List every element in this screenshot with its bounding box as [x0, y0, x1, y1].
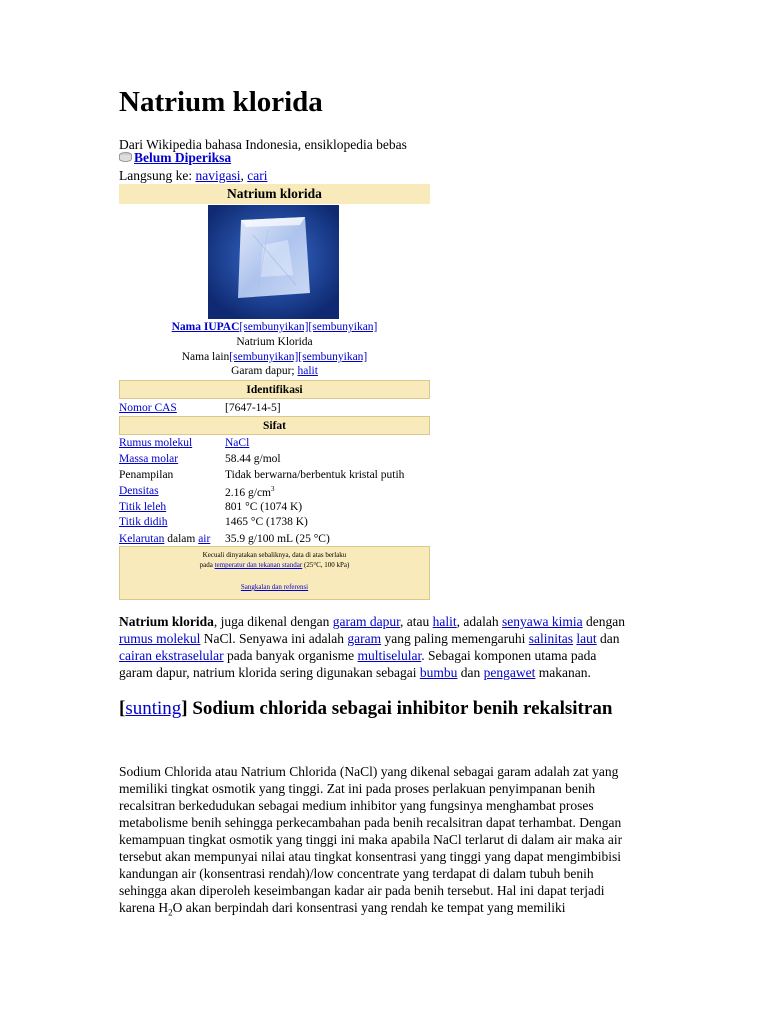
cairan-ekstraselular-link[interactable]: cairan ekstraselular: [119, 648, 224, 663]
intro-text: pada banyak organisme: [223, 648, 358, 663]
jump-search-link[interactable]: cari: [247, 168, 268, 183]
intro-text: garam dapur, natrium klorida sering digunakan sebagai: [119, 665, 420, 680]
intro-text: , juga dikenal dengan: [213, 614, 333, 629]
other-names-value: [119, 365, 430, 377]
section-heading-text: Sodium chlorida sebagai inhibitor benih rekalsitran: [187, 698, 613, 719]
jump-to: [119, 168, 267, 184]
halit-link[interactable]: halit: [297, 365, 318, 377]
melting-value: 801 °C (1074 K): [225, 501, 303, 513]
body-line: Sodium Chlorida atau Natrium Chlorida (NaCl) yang dikenal sebagai garam adalah zat yang: [119, 764, 619, 779]
bumbu-link[interactable]: bumbu: [419, 665, 458, 680]
intro-paragraph: [119, 613, 639, 681]
intro-text: yang paling memengaruhi: [381, 631, 529, 646]
iupac-value: Natrium Klorida: [236, 336, 313, 348]
solubility-key-mid: dalam: [164, 533, 199, 545]
water-link[interactable]: air: [198, 533, 211, 545]
iupac-name-row: [119, 321, 430, 333]
body-text: karena H: [119, 900, 169, 915]
body-text: O akan berpindah dari konsentrasi yang rendah ke tempat yang memiliki: [172, 900, 566, 915]
laut-link[interactable]: laut: [576, 631, 597, 646]
pengawet-link[interactable]: pengawet: [483, 665, 536, 680]
edit-section-link[interactable]: sunting: [125, 698, 182, 719]
body-line: memiliki tingkat osmotik yang tinggi. Zat ini pada proses perlakuan penyimpanan benih: [119, 781, 596, 796]
section-heading: [119, 697, 639, 721]
solubility-value: 35.9 g/100 mL (25 °C): [225, 533, 330, 545]
multiselular-link[interactable]: multiselular: [357, 648, 422, 663]
unverified-link[interactable]: Belum Diperiksa: [134, 150, 232, 165]
intro-line-3: [119, 647, 639, 664]
from-line: Dari Wikipedia bahasa Indonesia, ensiklopedia bebas: [119, 137, 407, 152]
intro-text: . Sebagai komponen utama pada: [421, 648, 597, 663]
molar-mass-key-link[interactable]: Massa molar: [119, 453, 179, 465]
intro-text: NaCl. Senyawa ini adalah: [200, 631, 348, 646]
page-title: Natrium klorida: [119, 86, 323, 118]
iupac-hide-1[interactable]: [sembunyikan]: [239, 321, 309, 333]
density-key-link[interactable]: Densitas: [119, 485, 159, 497]
other-names-label: Nama lain: [181, 351, 230, 363]
body-line-last: [119, 899, 639, 922]
intro-text: , atau: [400, 614, 433, 629]
note-suffix: (25°C, 100 kPa): [302, 561, 350, 569]
note-line-2: [120, 560, 429, 570]
other-hide-2[interactable]: [sembunyikan]: [298, 351, 368, 363]
intro-text: , adalah: [456, 614, 503, 629]
intro-bold-term: Natrium klorida: [119, 614, 214, 629]
rumus-molekul-link[interactable]: rumus molekul: [119, 631, 201, 646]
body-line: kandungan air (konsentrasi rendah)/low concentrate yang terdapat di dalam tubuh benih: [119, 866, 594, 881]
salinitas-link[interactable]: salinitas: [528, 631, 574, 646]
appearance-key: Penampilan: [119, 469, 174, 481]
intro-text: makanan.: [535, 665, 591, 680]
other-names-prefix: Garam dapur;: [231, 365, 298, 377]
infobox-note: [119, 546, 430, 600]
jump-prefix: Langsung ke:: [119, 168, 196, 183]
other-hide-1[interactable]: [sembunyikan]: [229, 351, 299, 363]
iupac-link[interactable]: Nama IUPAC: [171, 321, 240, 333]
intro-line-1: [119, 613, 639, 630]
iupac-hide-2[interactable]: [sembunyikan]: [308, 321, 378, 333]
density-value: [225, 485, 275, 499]
boiling-key-link[interactable]: Titik didih: [119, 516, 168, 528]
edit-bracket-open: [: [119, 698, 126, 719]
note-line-1: Kecuali dinyatakan sebaliknya, data di atas berlaku: [202, 551, 347, 559]
appearance-value: Tidak berwarna/berbentuk kristal putih: [225, 469, 405, 481]
body-paragraph: [119, 763, 639, 922]
body-line: metabolisme benih sehingga perkecambahan pada benih recalsitran dapat terhambat. Dengan: [119, 815, 622, 830]
salt-crystal-image: [208, 205, 339, 319]
cas-key-link[interactable]: Nomor CAS: [119, 402, 177, 414]
halit-link-2[interactable]: halit: [432, 614, 457, 629]
jump-nav-link[interactable]: navigasi: [195, 168, 241, 183]
infobox-title: Natrium klorida: [119, 184, 430, 204]
formula-value-link[interactable]: NaCl: [225, 437, 250, 449]
intro-line-4: [119, 664, 639, 681]
cas-value: [7647-14-5]: [225, 402, 281, 414]
molar-mass-value: 58.44 g/mol: [225, 453, 281, 465]
garam-link[interactable]: garam: [347, 631, 382, 646]
solubility-key: [119, 533, 210, 545]
section-properties: Sifat: [119, 416, 430, 435]
subscript: 2: [168, 907, 173, 918]
body-line: recalsitran berkedudukan sebagai medium inhibitor yang fungsinya menghambat proses: [119, 798, 594, 813]
body-line: tersebut akan mempunyai nilai atau tingkat konsentrasi yang tinggi yang dapat mengimbibisi: [119, 849, 622, 864]
density-number: 2.16 g/cm: [225, 486, 271, 499]
boiling-value: 1465 °C (1738 K): [225, 516, 308, 528]
intro-text: dengan: [582, 614, 625, 629]
body-line: kemampuan tingkat osmotik yang tinggi ini maka apabila NaCl terlarut di dalam air maka air: [119, 832, 623, 847]
senyawa-kimia-link[interactable]: senyawa kimia: [502, 614, 583, 629]
intro-text: dan: [596, 631, 620, 646]
solubility-key-link[interactable]: Kelarutan: [119, 533, 165, 545]
melting-key-link[interactable]: Titik leleh: [119, 501, 167, 513]
intro-text: dan: [457, 665, 484, 680]
edit-bracket-close: ]: [181, 698, 188, 719]
garam-dapur-link[interactable]: garam dapur: [332, 614, 401, 629]
stp-link[interactable]: temperatur dan tekanan standar: [214, 561, 303, 569]
other-names-row: [119, 351, 430, 363]
formula-key-link[interactable]: Rumus molekul: [119, 437, 193, 449]
intro-line-2: [119, 630, 639, 647]
body-line: sehingga akan diperoleh keseimbangan kadar air pada benih tersebut. Hal ini dapat terjadi: [119, 883, 605, 898]
section-identification: Identifikasi: [119, 380, 430, 399]
density-exponent: 3: [271, 485, 275, 493]
unverified-icon: [119, 151, 132, 162]
unverified-badge[interactable]: [119, 150, 231, 166]
note-prefix: pada: [199, 561, 215, 569]
disclaimer-link[interactable]: Sangkalan dan referensi: [240, 583, 309, 591]
jump-sep: ,: [240, 168, 248, 183]
